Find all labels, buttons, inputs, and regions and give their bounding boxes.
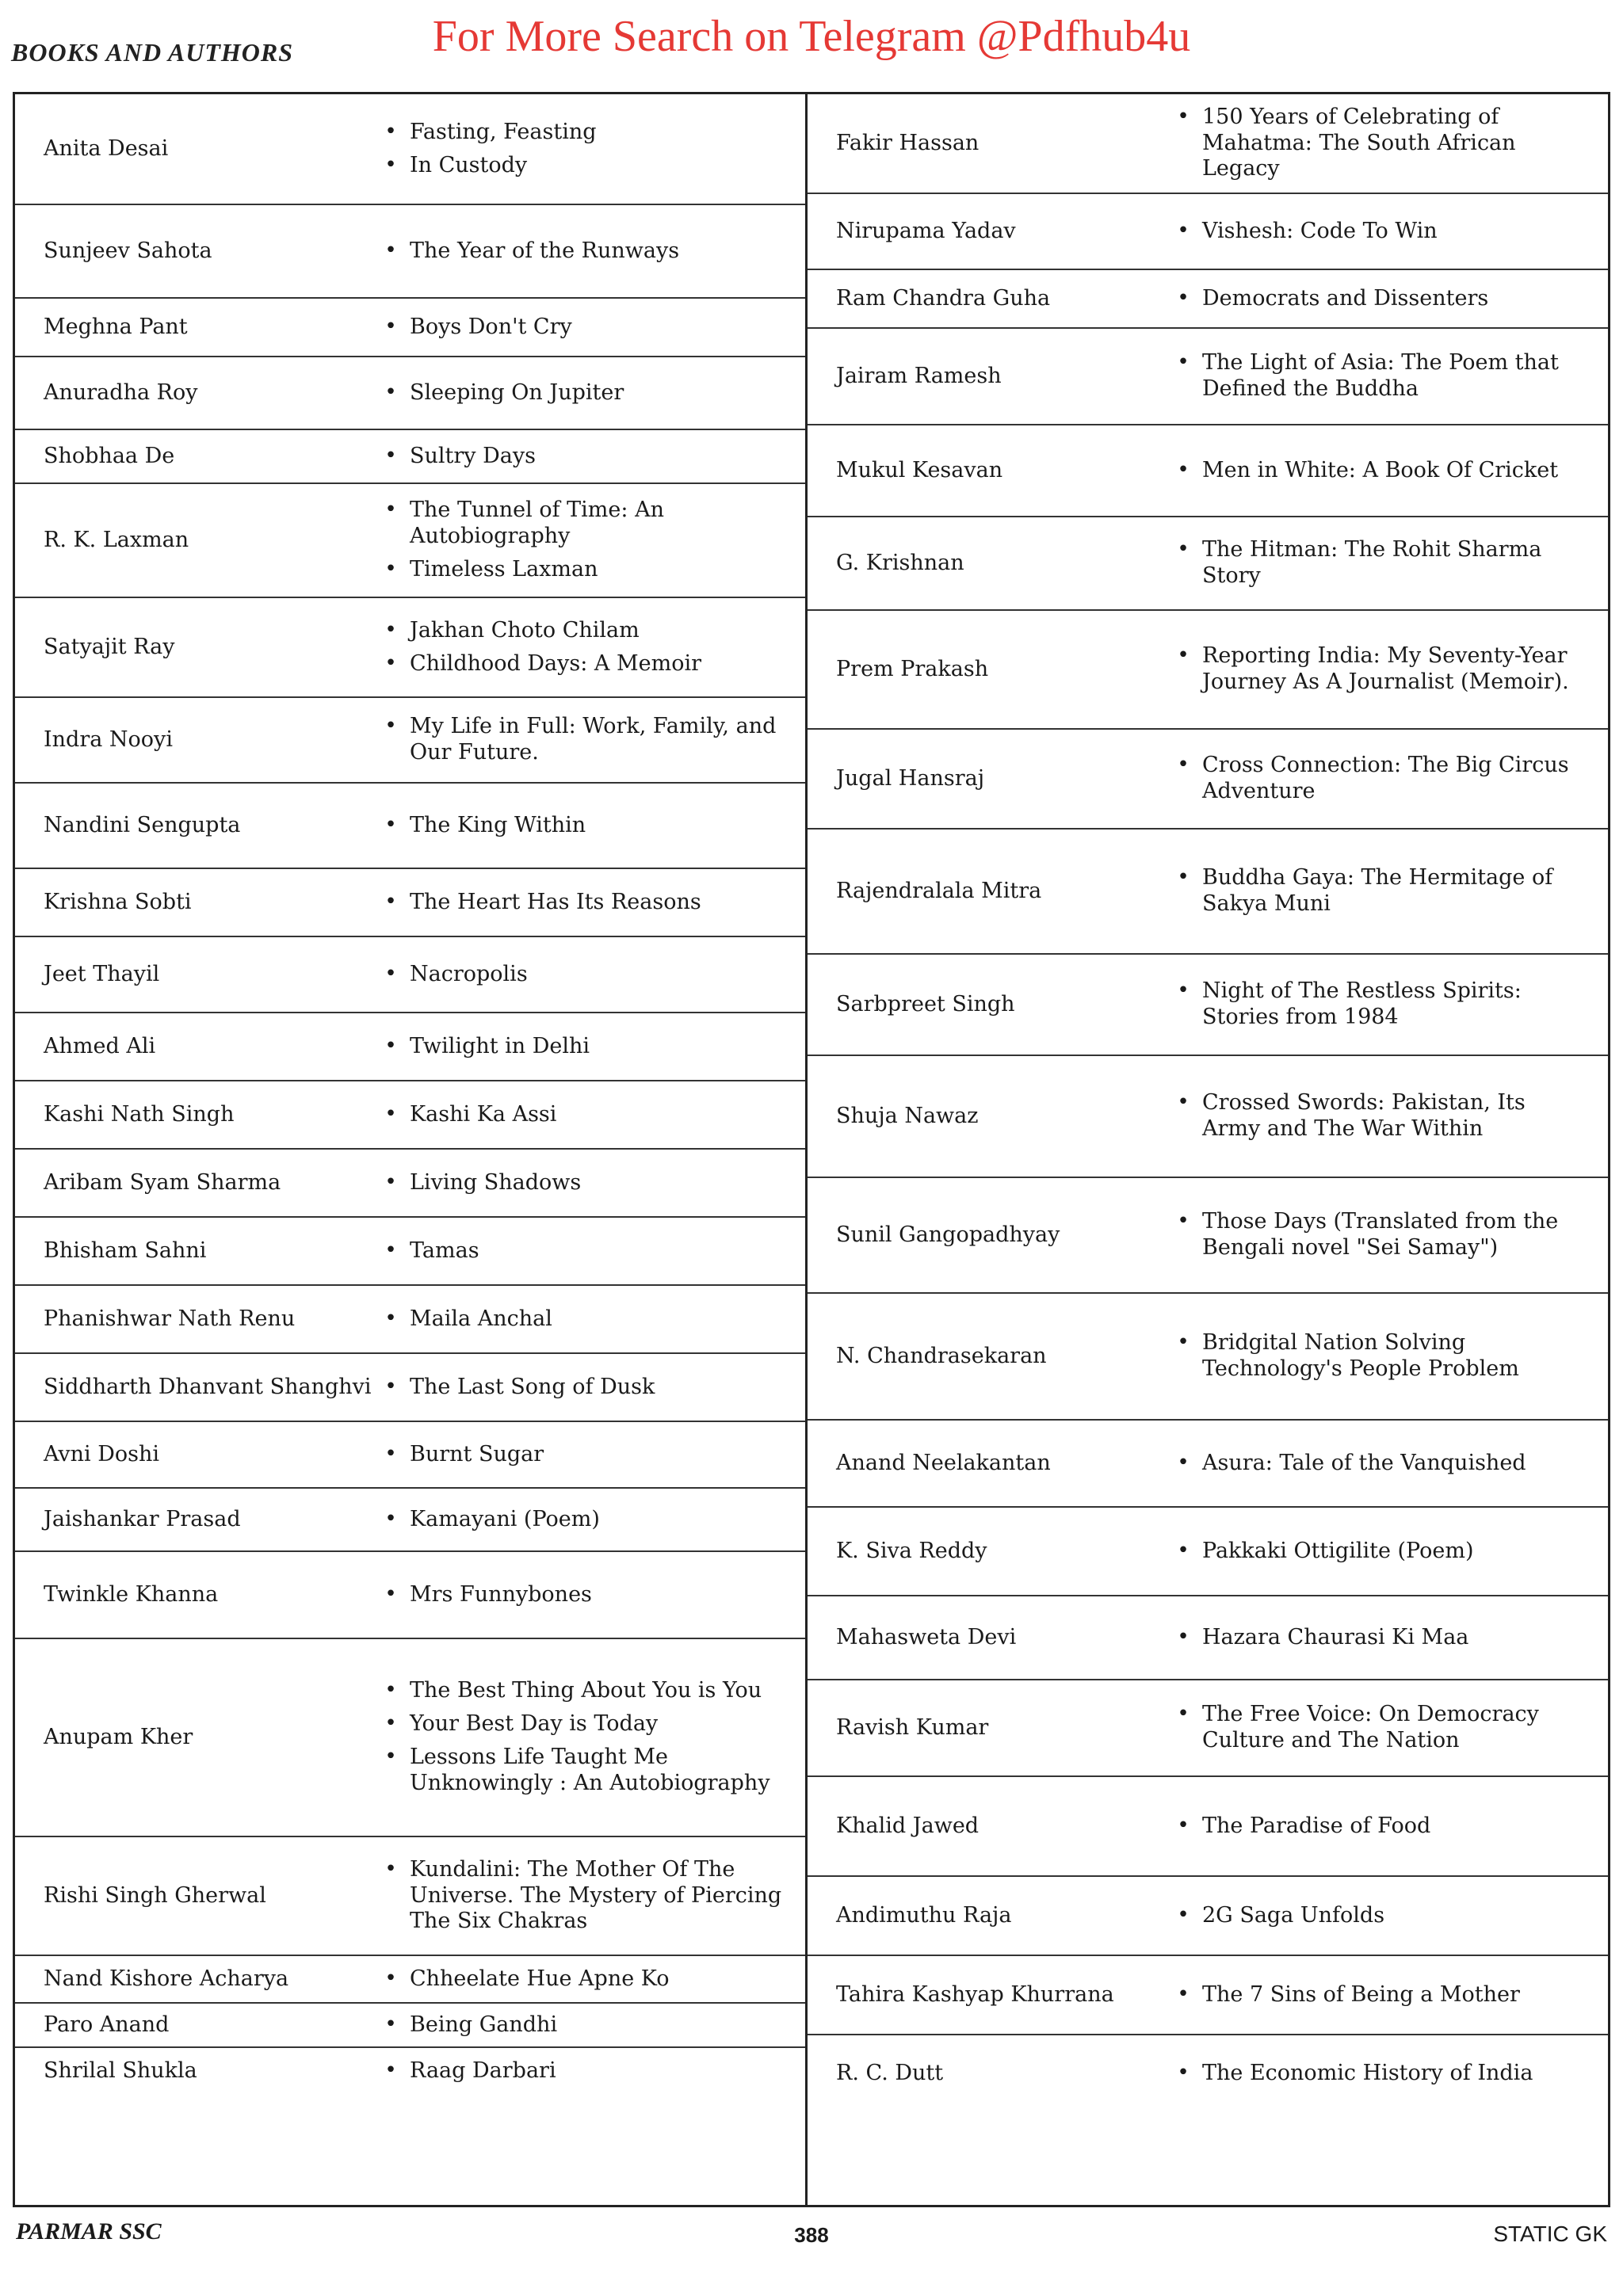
right-column <box>808 94 1608 2205</box>
author-name: Sunjeev Sahota <box>44 238 212 263</box>
bullet-icon: • <box>1177 1209 1190 1234</box>
bullet-icon: • <box>384 1101 397 1126</box>
author-name: Anand Neelakantan <box>836 1450 1051 1475</box>
table-row <box>808 194 1608 270</box>
book-list <box>372 955 805 995</box>
author-name: Bhisham Sahni <box>44 1238 207 1263</box>
book-item <box>1164 1209 1587 1261</box>
bullet-icon: • <box>1177 350 1190 375</box>
author-name: Anita Desai <box>44 135 169 161</box>
author-name: Mahasweta Devi <box>836 1624 1017 1650</box>
bullet-icon: • <box>384 238 397 262</box>
bullet-icon: • <box>1177 1624 1190 1649</box>
book-list <box>372 1027 805 1067</box>
author-name: Paro Anand <box>44 2012 170 2037</box>
table-row <box>15 430 805 484</box>
author-name: Shrilal Shukla <box>44 2058 197 2083</box>
bullet-icon: • <box>1177 978 1190 1003</box>
table-row <box>15 484 805 598</box>
book-list <box>1164 212 1608 252</box>
table-row <box>15 698 805 784</box>
book-list <box>372 707 805 773</box>
book-title: The Hitman: The Rohit Sharma Story <box>1202 537 1542 588</box>
bullet-icon: • <box>1177 1902 1190 1927</box>
bullet-icon: • <box>1177 1981 1190 2006</box>
bullet-icon: • <box>1177 1538 1190 1562</box>
author-name: Ravish Kumar <box>836 1714 989 1740</box>
author-name: Nirupama Yadav <box>836 218 1016 243</box>
table-row <box>15 2048 805 2094</box>
book-list <box>1164 1618 1608 1658</box>
book-list <box>1164 1695 1608 1761</box>
author-name: Tahira Kashyap Khurrana <box>836 1981 1114 2007</box>
bullet-icon: • <box>1177 1813 1190 1837</box>
book-list <box>372 1850 805 1943</box>
bullet-icon: • <box>384 1374 397 1398</box>
book-item <box>372 1678 785 1704</box>
book-title: The King Within <box>410 812 586 837</box>
book-item <box>372 238 785 265</box>
book-title: Kashi Ka Assi <box>410 1101 557 1127</box>
author-name: Ram Chandra Guha <box>836 285 1051 311</box>
book-title: Asura: Tale of the Vanquished <box>1202 1450 1526 1475</box>
book-list <box>1164 530 1608 597</box>
bullet-icon: • <box>384 498 397 522</box>
author-name: Kashi Nath Singh <box>44 1101 235 1127</box>
table-row <box>808 1680 1608 1777</box>
table-row <box>808 1777 1608 1877</box>
book-item <box>1164 286 1587 312</box>
table-row <box>808 425 1608 517</box>
author-name: Jairam Ramesh <box>836 363 1002 388</box>
table-row <box>15 1552 805 1639</box>
book-title: The Economic History of India <box>1202 2060 1533 2085</box>
bullet-icon: • <box>384 119 397 143</box>
table-row <box>808 830 1608 955</box>
book-item <box>1164 753 1587 805</box>
bullet-icon: • <box>1177 1330 1190 1355</box>
bullet-icon: • <box>384 443 397 467</box>
table-row <box>15 1354 805 1422</box>
table-row <box>808 517 1608 611</box>
book-item <box>372 498 785 550</box>
book-list <box>372 437 805 477</box>
book-item <box>1164 1451 1587 1477</box>
author-name: Phanishwar Nath Renu <box>44 1306 296 1331</box>
book-title: Reporting India: My Seventy-Year Journey As A Journalist (Memoir). <box>1202 643 1569 694</box>
book-item <box>1164 1814 1587 1840</box>
author-name: Prem Prakash <box>836 656 989 681</box>
table-row <box>15 598 805 698</box>
bullet-icon: • <box>384 650 397 675</box>
book-title: Kundalini: The Mother Of The Universe. The Mystery of Piercing The Six Chakras <box>410 1856 782 1934</box>
bullet-icon: • <box>384 152 397 177</box>
book-item <box>1164 537 1587 589</box>
book-item <box>372 1442 785 1468</box>
book-title: In Custody <box>410 152 528 177</box>
book-list <box>1164 343 1608 410</box>
table-row <box>808 1956 1608 2035</box>
book-title: Chheelate Hue Apne Ko <box>410 1966 670 1991</box>
book-list <box>372 1671 805 1804</box>
book-title: Twilight in Delhi <box>410 1033 590 1058</box>
table-row <box>15 1489 805 1552</box>
table-row <box>808 1877 1608 1956</box>
book-item <box>372 1711 785 1737</box>
bullet-icon: • <box>384 1966 397 1990</box>
book-title: My Life in Full: Work, Family, and Our Future. <box>410 714 777 765</box>
table-row <box>15 1218 805 1286</box>
book-list <box>1164 451 1608 491</box>
book-title: Vishesh: Code To Win <box>1202 218 1438 243</box>
book-item <box>1164 219 1587 245</box>
table-row <box>15 94 805 205</box>
table-row <box>15 784 805 869</box>
author-name: Jaishankar Prasad <box>44 1506 241 1531</box>
book-item <box>372 2012 785 2039</box>
book-title: Cross Connection: The Big Circus Adventure <box>1202 753 1569 803</box>
book-title: Hazara Chaurasi Ki Maa <box>1202 1624 1469 1650</box>
book-item <box>372 714 785 766</box>
table-row <box>15 1081 805 1150</box>
book-title: Mrs Funnybones <box>410 1581 592 1607</box>
author-name: Twinkle Khanna <box>44 1581 219 1607</box>
author-name: Rishi Singh Gherwal <box>44 1882 266 1908</box>
book-list <box>1164 1806 1608 1847</box>
bullet-icon: • <box>1177 1090 1190 1115</box>
table-row <box>808 270 1608 329</box>
author-name: Andimuthu Raja <box>836 1902 1012 1928</box>
book-list <box>1164 746 1608 812</box>
book-title: Maila Anchal <box>410 1306 552 1331</box>
bullet-icon: • <box>1177 1702 1190 1726</box>
author-name: Meghna Pant <box>44 314 188 339</box>
book-list <box>372 373 805 414</box>
bullet-icon: • <box>384 1856 397 1881</box>
book-item <box>372 315 785 341</box>
book-list <box>1164 97 1608 190</box>
book-title: The Paradise of Food <box>1202 1813 1431 1838</box>
author-name: Nand Kishore Acharya <box>44 1966 289 1991</box>
book-title: Fasting, Feasting <box>410 119 597 144</box>
author-name: Krishna Sobti <box>44 889 192 914</box>
bullet-icon: • <box>384 889 397 913</box>
bullet-icon: • <box>384 1745 397 1768</box>
table-row <box>808 94 1608 194</box>
author-name: Siddharth Dhanvant Shanghvi <box>44 1374 372 1399</box>
book-list <box>372 1959 805 2000</box>
book-item <box>372 1375 785 1401</box>
book-title: Timeless Laxman <box>410 556 598 582</box>
table-row <box>808 1178 1608 1294</box>
book-item <box>1164 350 1587 402</box>
table-row <box>15 1956 805 2004</box>
table-row <box>15 2004 805 2048</box>
bullet-icon: • <box>384 1169 397 1194</box>
book-title: Raag Darbari <box>410 2058 556 2083</box>
book-title: The Free Voice: On Democracy Culture and The Nation <box>1202 1702 1539 1753</box>
book-title: Crossed Swords: Pakistan, Its Army and The War Within <box>1202 1090 1526 1141</box>
table-row <box>808 1056 1608 1178</box>
book-item <box>1164 643 1587 696</box>
book-item <box>372 1582 785 1608</box>
book-list <box>1164 858 1608 925</box>
book-item <box>1164 865 1587 917</box>
bullet-icon: • <box>1177 865 1190 890</box>
author-name: Anuradha Roy <box>44 379 198 405</box>
book-title: Men in White: A Book Of Cricket <box>1202 457 1559 482</box>
bullet-icon: • <box>1177 537 1190 562</box>
bullet-icon: • <box>384 617 397 642</box>
book-list <box>1164 1896 1608 1936</box>
bullet-icon: • <box>384 379 397 404</box>
book-title: Tamas <box>410 1238 479 1263</box>
book-title: Childhood Days: A Memoir <box>410 650 702 676</box>
book-item <box>1164 2061 1587 2087</box>
book-title: Those Days (Translated from the Bengali novel "Sei Samay") <box>1202 1209 1559 1260</box>
author-name: N. Chandrasekaran <box>836 1343 1047 1368</box>
author-name: Jugal Hansraj <box>836 765 985 791</box>
book-item <box>372 813 785 839</box>
bullet-icon: • <box>384 1711 397 1736</box>
book-list <box>1164 1531 1608 1572</box>
author-name: Anupam Kher <box>44 1724 193 1749</box>
table-row <box>808 1421 1608 1508</box>
book-title: Sultry Days <box>410 443 536 468</box>
page-number: 388 <box>794 2223 829 2247</box>
footer-subject: STATIC GK <box>1493 2222 1607 2246</box>
book-item <box>372 890 785 916</box>
bullet-icon: • <box>1177 643 1190 668</box>
book-list <box>1164 1083 1608 1150</box>
book-item <box>372 120 785 146</box>
book-list <box>372 1163 805 1203</box>
book-item <box>372 618 785 644</box>
bullet-icon: • <box>1177 457 1190 482</box>
book-title: Night of The Restless Spirits: Stories from 1984 <box>1202 978 1522 1029</box>
book-title: Living Shadows <box>410 1169 582 1195</box>
book-list <box>1164 636 1608 703</box>
book-item <box>372 1170 785 1196</box>
book-title: The Last Song of Dusk <box>410 1374 655 1399</box>
book-list <box>372 1231 805 1272</box>
table-row <box>15 299 805 357</box>
book-list <box>1164 1975 1608 2016</box>
book-list <box>372 1500 805 1540</box>
table-row <box>15 1150 805 1218</box>
table-row <box>15 1837 805 1956</box>
book-list <box>372 1095 805 1135</box>
book-list <box>372 611 805 685</box>
footer-publisher: PARMAR SSC <box>16 2218 162 2245</box>
table-row <box>15 357 805 430</box>
bullet-icon: • <box>384 1238 397 1262</box>
book-list <box>1164 2054 1608 2094</box>
book-item <box>1164 1625 1587 1651</box>
book-item <box>1164 1982 1587 2008</box>
book-list <box>1164 971 1608 1038</box>
book-list <box>372 2051 805 2092</box>
author-name: Shuja Nawaz <box>836 1103 979 1128</box>
book-list <box>1164 1444 1608 1484</box>
book-item <box>1164 1903 1587 1929</box>
book-list <box>372 2005 805 2046</box>
bullet-icon: • <box>1177 104 1190 128</box>
author-name: Khalid Jawed <box>836 1813 980 1838</box>
author-name: Fakir Hassan <box>836 130 980 155</box>
bullet-icon: • <box>384 1581 397 1606</box>
book-title: The Year of the Runways <box>410 238 680 263</box>
table-row <box>15 1422 805 1489</box>
book-item <box>1164 458 1587 484</box>
book-title: Lessons Life Taught Me Unknowingly : An Autobiography <box>410 1745 770 1795</box>
book-item <box>1164 105 1587 183</box>
book-list <box>1164 1202 1608 1268</box>
book-title: The Heart Has Its Reasons <box>410 889 701 914</box>
book-list <box>372 113 805 186</box>
bullet-icon: • <box>1177 1450 1190 1474</box>
book-title: Jakhan Choto Chilam <box>410 617 640 643</box>
author-name: Nandini Sengupta <box>44 812 241 837</box>
book-item <box>372 962 785 988</box>
table-row <box>808 1508 1608 1596</box>
book-title: Democrats and Dissenters <box>1202 285 1489 311</box>
table-row <box>15 1286 805 1354</box>
author-name: Satyajit Ray <box>44 634 175 659</box>
book-item <box>372 444 785 470</box>
table-row <box>15 869 805 937</box>
author-name: Jeet Thayil <box>44 961 160 986</box>
author-name: K. Siva Reddy <box>836 1538 987 1563</box>
author-name: R. K. Laxman <box>44 527 189 552</box>
book-title: Being Gandhi <box>410 2012 558 2037</box>
book-item <box>1164 1702 1587 1754</box>
table-row <box>808 955 1608 1056</box>
table-row <box>808 1294 1608 1421</box>
book-title: Burnt Sugar <box>410 1441 544 1466</box>
table-row <box>15 1639 805 1837</box>
bullet-icon: • <box>384 1678 397 1703</box>
book-title: Pakkaki Ottigilite (Poem) <box>1202 1538 1474 1563</box>
bullet-icon: • <box>384 961 397 986</box>
book-item <box>1164 1330 1587 1383</box>
book-title: Bridgital Nation Solving Technology's People Problem <box>1202 1330 1519 1381</box>
table-row <box>808 730 1608 830</box>
book-item <box>372 153 785 179</box>
book-title: The Tunnel of Time: An Autobiography <box>410 498 664 549</box>
bullet-icon: • <box>1177 218 1190 242</box>
book-item <box>372 1857 785 1936</box>
section-title: BOOKS AND AUTHORS <box>11 38 294 67</box>
author-name: Avni Doshi <box>44 1441 160 1466</box>
author-name: R. C. Dutt <box>836 2060 944 2085</box>
bullet-icon: • <box>1177 285 1190 310</box>
bullet-icon: • <box>384 2058 397 2082</box>
author-name: Rajendralala Mitra <box>836 878 1042 903</box>
table-row <box>15 1013 805 1081</box>
book-item <box>372 1102 785 1128</box>
book-title: The Light of Asia: The Poem that Defined the Buddha <box>1202 350 1559 401</box>
author-name: Sunil Gangopadhyay <box>836 1222 1060 1247</box>
book-list <box>372 1575 805 1615</box>
book-item <box>372 380 785 406</box>
book-item <box>1164 978 1587 1031</box>
author-name: Mukul Kesavan <box>836 457 1003 482</box>
book-title: Sleeping On Jupiter <box>410 379 624 405</box>
book-item <box>372 557 785 583</box>
telegram-banner: For More Search on Telegram @Pdfhub4u <box>432 12 1191 61</box>
book-list <box>372 490 805 590</box>
bullet-icon: • <box>384 1033 397 1058</box>
bullet-icon: • <box>384 2012 397 2036</box>
book-item <box>372 1745 785 1797</box>
table-row <box>15 937 805 1013</box>
book-item <box>372 1238 785 1264</box>
book-title: The 7 Sins of Being a Mother <box>1202 1981 1520 2007</box>
book-list <box>372 231 805 272</box>
table-row <box>15 205 805 299</box>
book-title: Kamayani (Poem) <box>410 1506 600 1531</box>
bullet-icon: • <box>384 556 397 581</box>
book-item <box>372 2058 785 2084</box>
book-list <box>372 883 805 923</box>
book-title: 150 Years of Celebrating of Mahatma: The South African Legacy <box>1202 104 1516 181</box>
bullet-icon: • <box>384 1306 397 1330</box>
author-name: G. Krishnan <box>836 550 964 575</box>
author-name: Shobhaa De <box>44 443 175 468</box>
author-name: Indra Nooyi <box>44 727 173 752</box>
book-item <box>372 1306 785 1333</box>
book-item <box>372 1034 785 1060</box>
left-column <box>15 94 808 2205</box>
author-name: Sarbpreet Singh <box>836 991 1015 1016</box>
book-item <box>372 1966 785 1993</box>
bullet-icon: • <box>384 714 397 738</box>
author-name: Ahmed Ali <box>44 1033 156 1058</box>
table-row <box>808 1596 1608 1680</box>
table-row <box>808 2035 1608 2111</box>
book-list <box>1164 1323 1608 1390</box>
bullet-icon: • <box>1177 2060 1190 2084</box>
table-row <box>808 329 1608 425</box>
book-title: The Best Thing About You is You <box>410 1678 762 1703</box>
book-title: Nacropolis <box>410 961 528 986</box>
bullet-icon: • <box>384 314 397 338</box>
books-authors-table <box>13 92 1610 2207</box>
bullet-icon: • <box>384 812 397 837</box>
book-title: 2G Saga Unfolds <box>1202 1902 1385 1928</box>
book-title: Buddha Gaya: The Hermitage of Sakya Muni <box>1202 865 1553 916</box>
book-item <box>1164 1539 1587 1565</box>
book-item <box>1164 1090 1587 1142</box>
book-list <box>372 1367 805 1408</box>
book-list <box>372 806 805 846</box>
bullet-icon: • <box>384 1441 397 1466</box>
bullet-icon: • <box>1177 753 1190 777</box>
book-item <box>372 651 785 677</box>
bullet-icon: • <box>384 1506 397 1531</box>
book-list <box>372 1435 805 1475</box>
book-list <box>372 307 805 348</box>
author-name: Aribam Syam Sharma <box>44 1169 281 1195</box>
book-list <box>1164 279 1608 319</box>
book-list <box>372 1299 805 1340</box>
book-item <box>372 1507 785 1533</box>
book-title: Boys Don't Cry <box>410 314 572 339</box>
table-row <box>808 611 1608 730</box>
book-title: Your Best Day is Today <box>410 1711 659 1737</box>
